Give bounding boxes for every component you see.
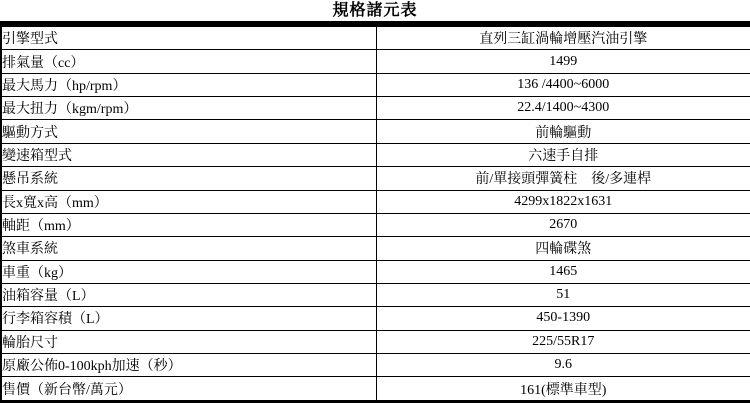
- spec-value: 22.4/1400~4300: [376, 97, 750, 120]
- table-row: [1, 120, 750, 143]
- table-row: [1, 190, 750, 213]
- spec-label: 輪胎尺寸: [1, 330, 376, 353]
- spec-label: 懸吊系統: [1, 167, 376, 190]
- spec-label: 軸距（mm）: [1, 213, 376, 236]
- spec-label: 變速箱型式: [1, 143, 376, 166]
- table-row: [1, 283, 750, 306]
- spec-label: 煞車系統: [1, 237, 376, 260]
- spec-value: 前/單接頭彈簧柱 後/多連桿: [376, 167, 750, 190]
- table-row: [1, 213, 750, 236]
- spec-value: 161(標準車型): [376, 377, 750, 402]
- table-row: [1, 73, 750, 96]
- spec-label: 原廠公佈0-100kph加速（秒）: [1, 354, 376, 377]
- spec-value: 1499: [376, 50, 750, 73]
- table-row: [1, 354, 750, 377]
- spec-label: 油箱容量（L）: [1, 283, 376, 306]
- spec-label: 最大馬力（hp/rpm）: [1, 73, 376, 96]
- spec-value: 四輪碟煞: [376, 237, 750, 260]
- spec-label: 行李箱容積（L）: [1, 307, 376, 330]
- spec-value: 前輪驅動: [376, 120, 750, 143]
- table-row: [1, 377, 750, 402]
- spec-value: 225/55R17: [376, 330, 750, 353]
- spec-value: 9.6: [376, 354, 750, 377]
- spec-value: 1465: [376, 260, 750, 283]
- spec-label: 車重（kg）: [1, 260, 376, 283]
- table-row: [1, 50, 750, 73]
- spec-value: 136 /4400~6000: [376, 73, 750, 96]
- spec-value: 51: [376, 283, 750, 306]
- spec-value: 直列三缸渦輪增壓汽油引擎: [376, 27, 750, 50]
- spec-label: 最大扭力（kgm/rpm）: [1, 97, 376, 120]
- spec-label: 長x寬x高（mm）: [1, 190, 376, 213]
- spec-label: 驅動方式: [1, 120, 376, 143]
- table-row: [1, 167, 750, 190]
- spec-label: 排氣量（cc）: [1, 50, 376, 73]
- page-title: 規格諸元表: [332, 2, 418, 19]
- spec-value: 六速手自排: [376, 143, 750, 166]
- table-row: [1, 237, 750, 260]
- spec-value: 4299x1822x1631: [376, 190, 750, 213]
- spec-value: 2670: [376, 213, 750, 236]
- table-row: [1, 260, 750, 283]
- spec-table: [0, 26, 750, 403]
- spec-label: 引擎型式: [1, 27, 376, 50]
- table-row: [1, 143, 750, 166]
- spec-value: 450-1390: [376, 307, 750, 330]
- spec-label: 售價（新台幣/萬元）: [1, 377, 376, 402]
- table-row: [1, 27, 750, 50]
- table-row: [1, 97, 750, 120]
- table-row: [1, 307, 750, 330]
- table-row: [1, 330, 750, 353]
